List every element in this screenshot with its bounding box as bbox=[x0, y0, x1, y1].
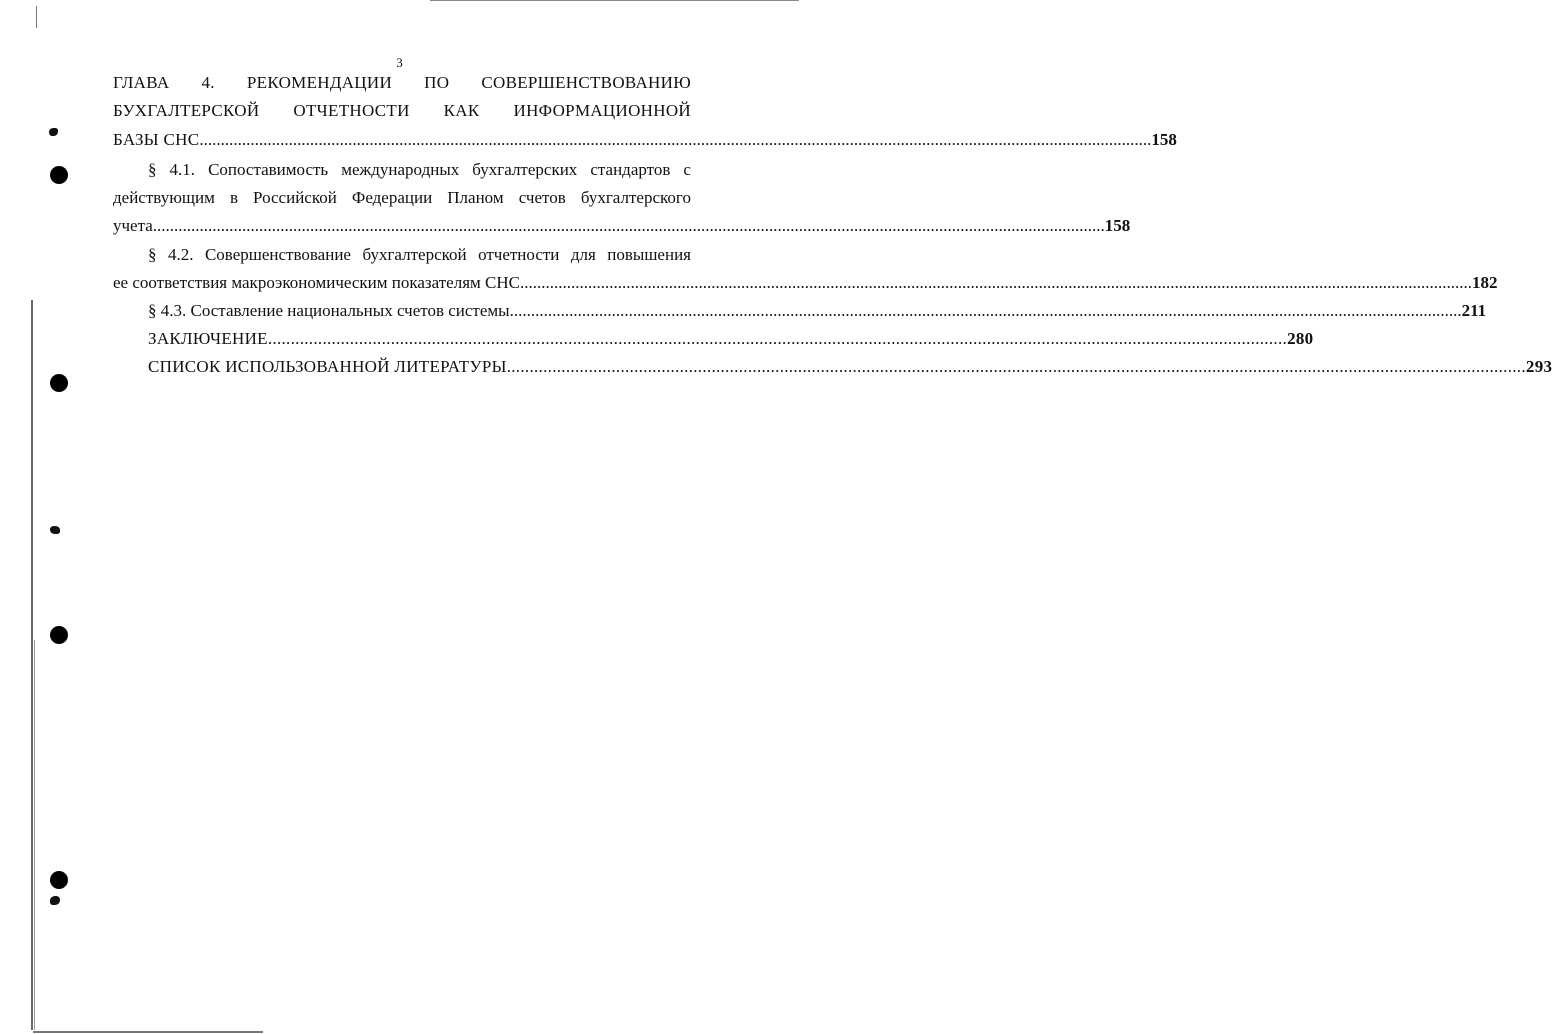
dot-leader: ................................................................................................................................................................................................................................ bbox=[506, 357, 1526, 376]
ink-blot bbox=[50, 526, 60, 534]
dot-leader: ................................................................................................................................................................................................................................ bbox=[509, 301, 1462, 320]
dot-leader: ................................................................................................................................................................................................................................ bbox=[199, 130, 1152, 149]
dot-leader: ................................................................................................................................................................................................................................ bbox=[267, 329, 1288, 348]
toc-entry-line: § 4.2. Совершенствование бухгалтерской отчетности для повышения bbox=[148, 245, 691, 264]
toc-entry-title: ЗАКЛЮЧЕНИЕ bbox=[148, 329, 268, 348]
toc-page-number: 211 bbox=[1461, 301, 1487, 320]
dot-leader: ................................................................................................................................................................................................................................ bbox=[519, 273, 1472, 292]
toc-page-number: 158 bbox=[1151, 130, 1177, 149]
toc-page-number: 293 bbox=[1525, 357, 1552, 376]
page-number: 3 bbox=[396, 55, 403, 70]
toc-entry-line: § 4.1. Сопоставимость международных бухгалтерских стандартов с bbox=[148, 160, 691, 179]
toc-entry-line: действующим в Российской Федерации Планом счетов бухгалтерского bbox=[113, 188, 691, 207]
toc-entry-leader-line bbox=[148, 326, 1314, 352]
toc-entry-line: БУХГАЛТЕРСКОЙ ОТЧЕТНОСТИ КАК ИНФОРМАЦИОННОЙ bbox=[113, 101, 691, 120]
punch-hole bbox=[50, 166, 68, 184]
toc-entry-leader-line bbox=[113, 270, 1498, 296]
toc-entry-line: ГЛАВА 4. РЕКОМЕНДАЦИИ ПО СОВЕРШЕНСТВОВАНИЮ bbox=[113, 73, 691, 92]
punch-hole bbox=[50, 871, 68, 889]
dot-leader: ................................................................................................................................................................................................................................ bbox=[152, 216, 1105, 235]
ink-blot bbox=[49, 128, 58, 136]
toc-entry-title: СПИСОК ИСПОЛЬЗОВАННОЙ ЛИТЕРАТУРЫ bbox=[148, 357, 507, 376]
toc-entry-title: БАЗЫ СНС bbox=[113, 130, 200, 149]
toc-entry-title: ее соответствия макроэкономическим показателям СНС bbox=[113, 273, 520, 292]
scan-edge-top bbox=[430, 0, 799, 1]
toc-page-number: 182 bbox=[1471, 273, 1498, 292]
punch-hole bbox=[50, 626, 68, 644]
toc-entry-leader-line bbox=[148, 298, 1487, 324]
toc-page-number: 158 bbox=[1104, 216, 1131, 235]
scan-edge-left bbox=[31, 300, 33, 1030]
toc-entry-leader-line bbox=[148, 354, 1552, 380]
punch-hole bbox=[50, 374, 68, 392]
toc-entry-leader-line bbox=[113, 127, 1177, 153]
toc-entry-title: § 4.3. Составление национальных счетов системы bbox=[148, 301, 510, 320]
scan-edge-left-inner bbox=[34, 640, 35, 1030]
ink-blot bbox=[50, 896, 60, 905]
toc-entry-title: учета bbox=[113, 216, 153, 235]
toc-entry-leader-line bbox=[113, 213, 1131, 239]
scan-mark-top bbox=[36, 6, 37, 28]
toc-page-number: 280 bbox=[1287, 329, 1314, 348]
scan-edge-bottom bbox=[33, 1031, 263, 1033]
